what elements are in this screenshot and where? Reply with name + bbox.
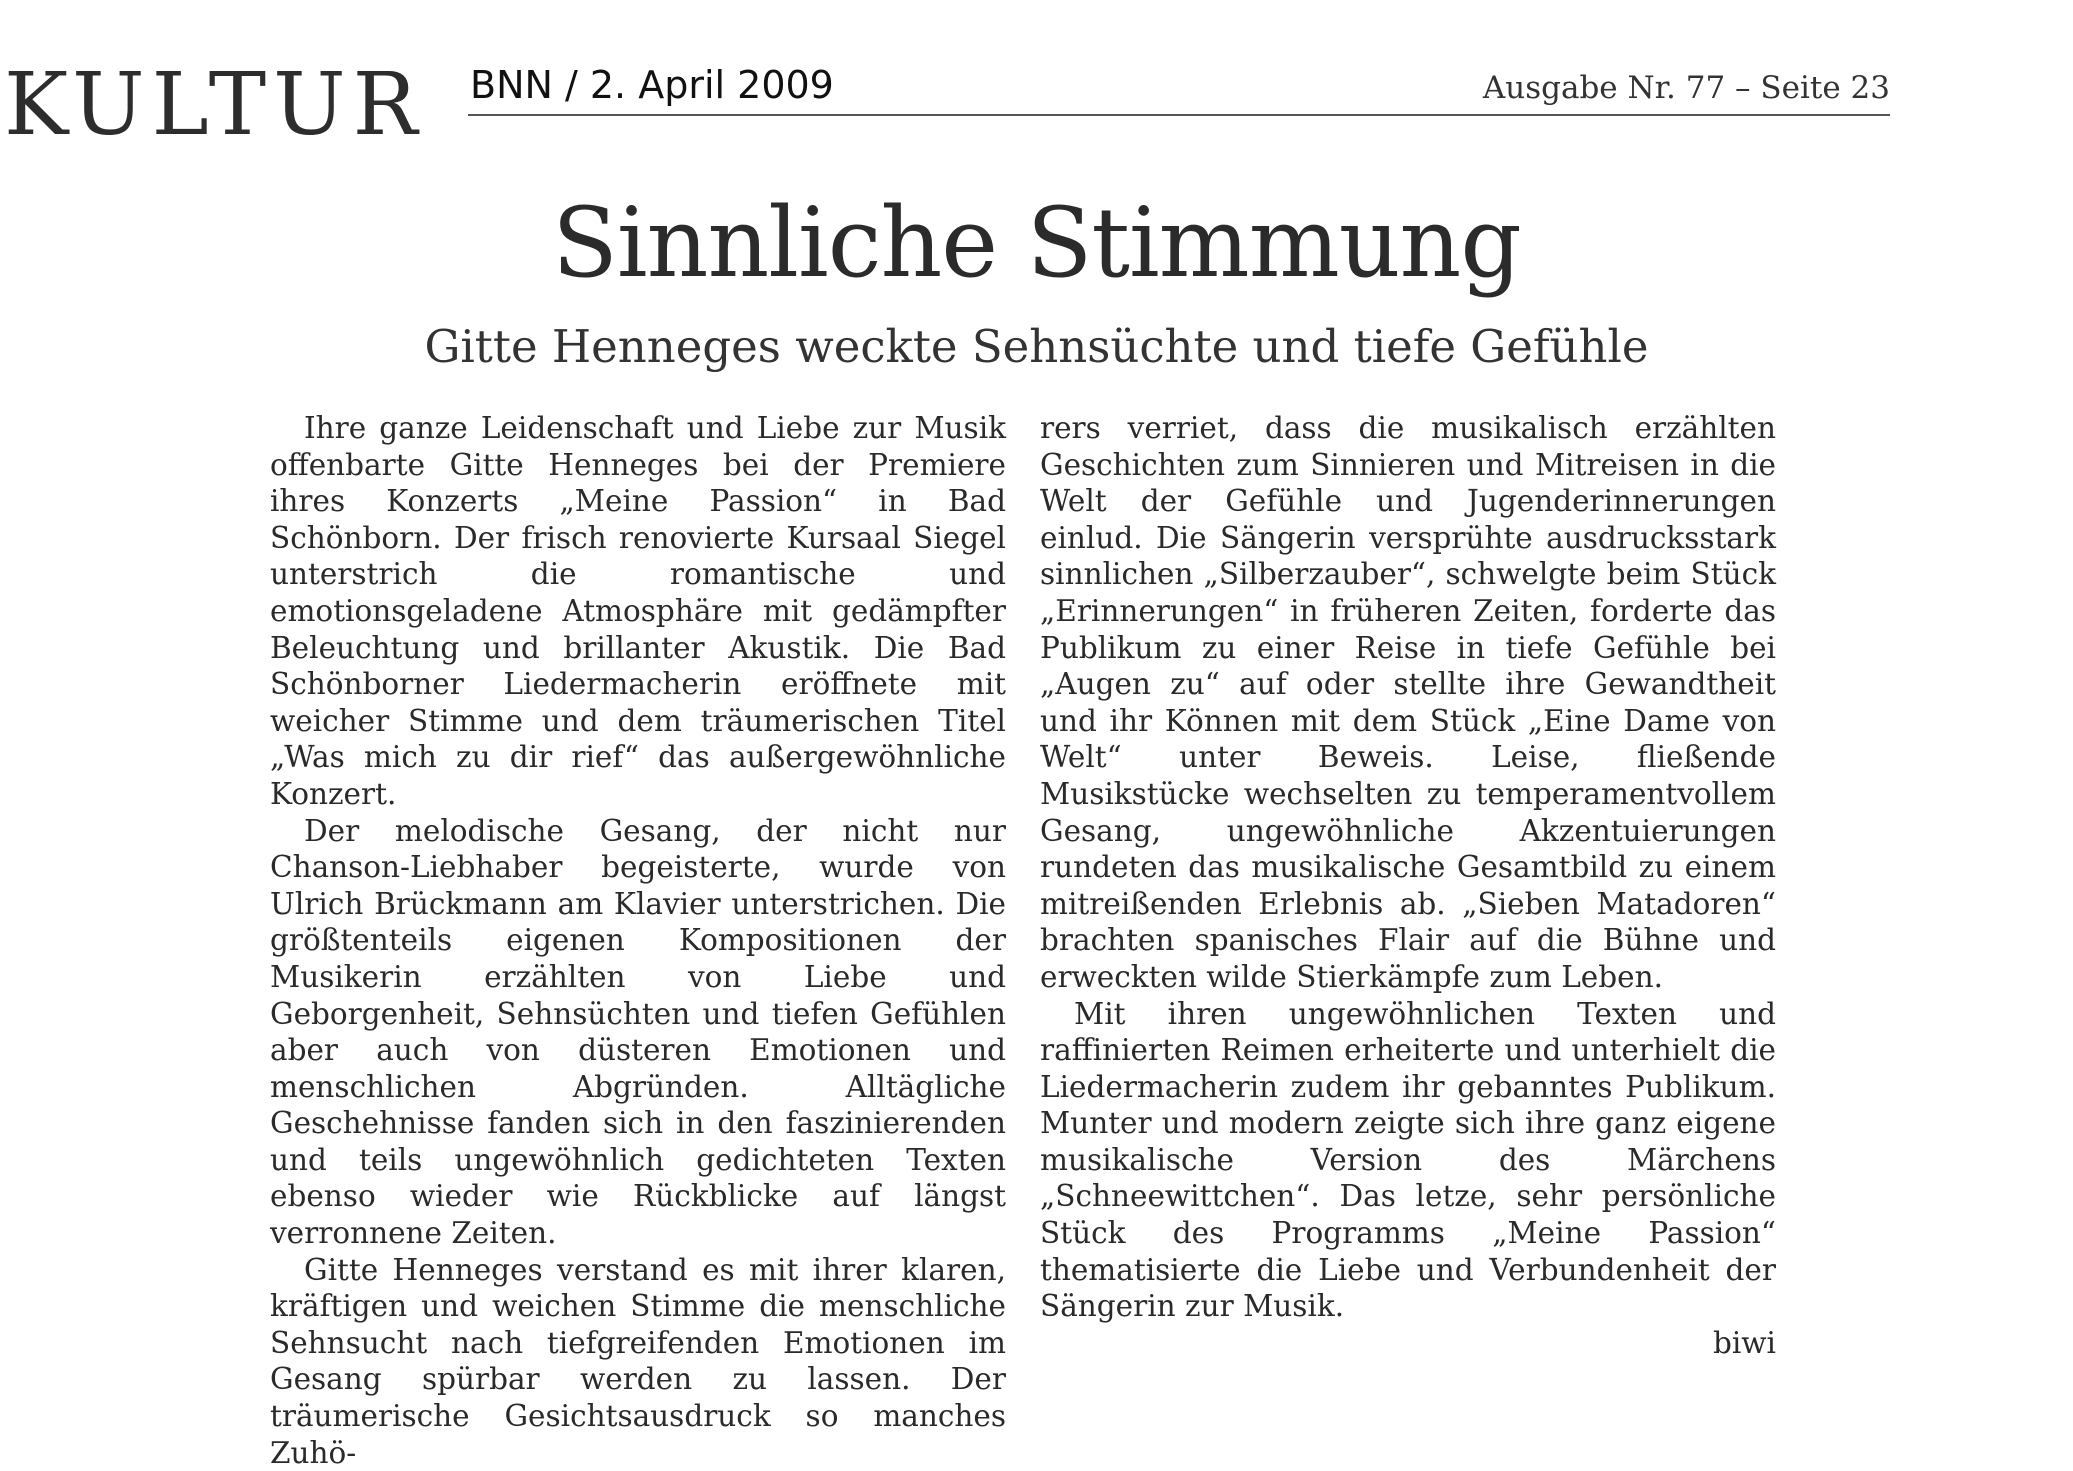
- headline: Sinnliche Stimmung: [552, 187, 1521, 299]
- author-byline: biwi: [1712, 1325, 1776, 1360]
- paragraph-2: Der melodische Gesang, der nicht nur Chanson-Liebhaber begeisterte, wurde von Ulrich Brückmann am Klavier unterstrichen. Die größtenteils eigenen Kompositionen der Musikerin erzählten von Liebe und Geborgenheit, Sehnsüchten und tiefen Gefühlen aber auch von düsteren Emotionen und menschlichen Abgründen. Alltägliche Geschehnisse fanden sich in den faszinierenden und teils ungewöhnlich gedichteten Texten ebenso wieder wie Rückblicke auf längst verronnene Zeiten.: [270, 813, 1006, 1251]
- paragraph-3-end: rers verriet, dass die musikalisch erzählten Geschichten zum Sinnieren und Mitreisen in die Welt der Gefühle und Jugenderinnerungen einlud. Die Sängerin versprühte ausdrucksstark sinnlichen „Silberzauber“, schwelgte beim Stück „Erinnerungen“ in früheren Zeiten, forderte das Publikum zu einer Reise in tiefe Gefühle bei „Augen zu“ auf oder stellte ihre Gewandtheit und ihr Können mit dem Stück „Eine Dame von Welt“ unter Beweis. Leise, fließende Musikstücke wechselten zu temperamentvollem Gesang, ungewöhnliche Akzentuierungen rundeten das musikalische Gesamtbild zu einem mitreißenden Erlebnis ab. „Sieben Matadoren“ brachten spanisches Flair auf die Bühne und erweckten wilde Stierkämpfe zum Leben.: [1040, 411, 1776, 994]
- column-right: [1040, 410, 1776, 1361]
- paragraph-3-start: Gitte Henneges verstand es mit ihrer klaren, kräftigen und weichen Stimme die menschliche Sehnsucht nach tiefgreifenden Emotionen im Gesang spürbar werden zu lassen. Der träumerische Gesichtsausdruck so manches Zuhö-: [270, 1252, 1006, 1470]
- paragraph-4: Mit ihren ungewöhnlichen Texten und raffinierten Reimen erheiterte und unterhielt die Liedermacherin zudem ihr gebanntes Publikum. Munter und modern zeigte sich ihre ganz eigene musikalische Version des Märchens „Schneewittchen“. Das letze, sehr persönliche Stück des Programms „Meine Passion“ thematisierte die Liebe und Verbundenheit der Sängerin zur Musik.: [1040, 996, 1776, 1324]
- section-label: KULTUR: [4, 55, 425, 155]
- source-date: BNN / 2. April 2009: [470, 63, 834, 107]
- subheadline: Gitte Henneges weckte Sehnsüchte und tiefe Gefühle: [424, 320, 1649, 373]
- paragraph-1: Ihre ganze Leidenschaft und Liebe zur Musik offenbarte Gitte Henneges bei der Premiere ihres Konzerts „Meine Passion“ in Bad Schönborn. Der frisch renovierte Kursaal Siegel unterstrich die romantische und emotionsgeladene Atmosphäre mit gedämpfter Beleuchtung und brillanter Akustik. Die Bad Schönborner Liedermacherin eröffnete mit weicher Stimme und dem träumerischen Titel „Was mich zu dir rief“ das außergewöhnliche Konzert.: [270, 411, 1006, 811]
- issue-page: Ausgabe Nr. 77 – Seite 23: [1482, 70, 1890, 106]
- column-left: [270, 410, 1006, 1471]
- header-rule: [468, 114, 1890, 116]
